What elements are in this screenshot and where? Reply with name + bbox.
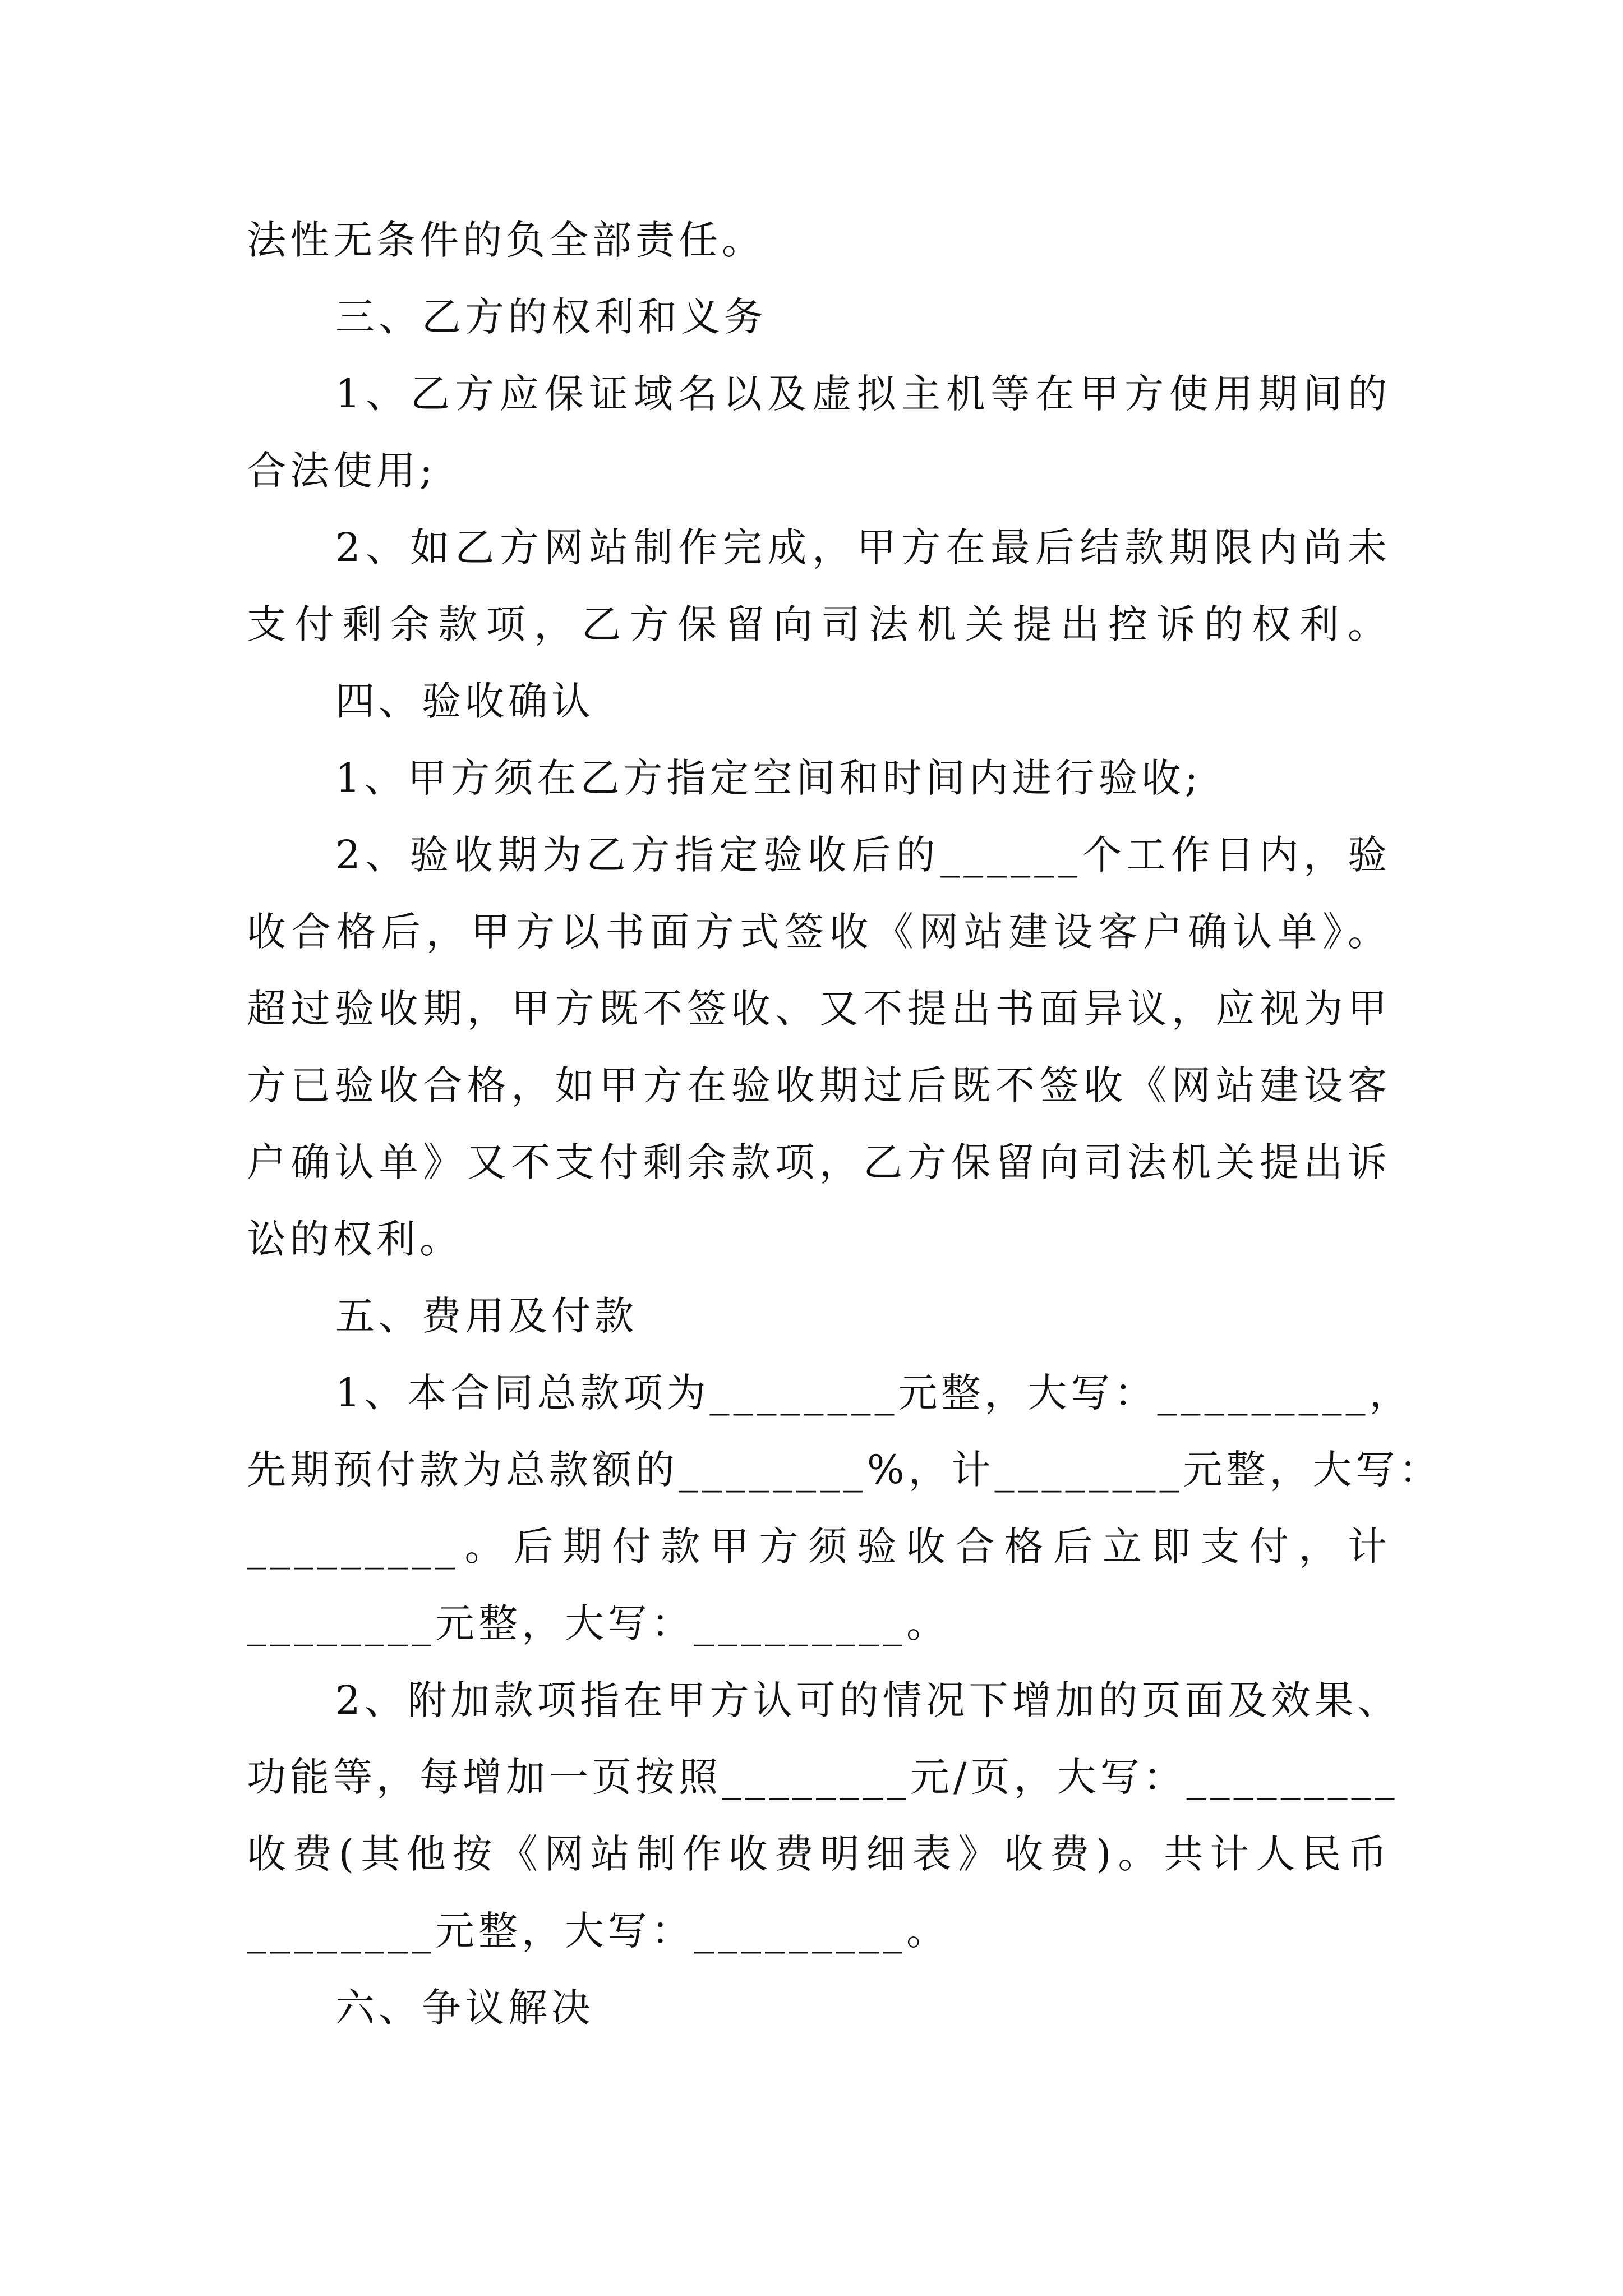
text-line: 功能等，每增加一页按照________元/页，大写：_________ bbox=[247, 1754, 1399, 1800]
text-line: 2、如乙方网站制作完成，甲方在最后结款期限内尚未 bbox=[335, 524, 1391, 570]
text-line: ________元整，大写：_________。 bbox=[247, 1600, 949, 1646]
text-line: 合法使用; bbox=[247, 448, 437, 494]
text-line: 收费(其他按《网站制作收费明细表》收费)。共计人民币 bbox=[247, 1831, 1391, 1877]
section-heading-4: 四、验收确认 bbox=[335, 678, 594, 724]
text-line: 1、甲方须在乙方指定空间和时间内进行验收; bbox=[335, 755, 1202, 801]
section-heading-3: 三、乙方的权利和义务 bbox=[335, 294, 767, 340]
section-heading-6: 六、争议解决 bbox=[335, 1985, 594, 2031]
text-line: 2、附加款项指在甲方认可的情况下增加的页面及效果、 bbox=[335, 1677, 1401, 1723]
text-line: 2、验收期为乙方指定验收后的______个工作日内，验 bbox=[335, 832, 1391, 878]
text-line: 方已验收合格，如甲方在验收期过后既不签收《网站建设客 bbox=[247, 1062, 1391, 1108]
text-line: 1、乙方应保证域名以及虚拟主机等在甲方使用期间的 bbox=[335, 371, 1391, 417]
text-line: 户确认单》又不支付剩余款项，乙方保留向司法机关提出诉 bbox=[247, 1139, 1391, 1185]
text-line: 讼的权利。 bbox=[247, 1216, 463, 1262]
text-line: 法性无条件的负全部责任。 bbox=[247, 217, 765, 263]
text-line: 先期预付款为总款额的________%，计________元整，大写： bbox=[247, 1447, 1442, 1493]
text-line: 1、本合同总款项为________元整，大写：_________， bbox=[335, 1370, 1413, 1416]
text-line: _________。后期付款甲方须验收合格后立即支付，计 bbox=[247, 1524, 1391, 1570]
text-line: 超过验收期，甲方既不签收、又不提出书面异议，应视为甲 bbox=[247, 986, 1391, 1032]
text-line: 支付剩余款项，乙方保留向司法机关提出控诉的权利。 bbox=[247, 601, 1391, 647]
document-page bbox=[247, 202, 1442, 2046]
section-heading-5: 五、费用及付款 bbox=[335, 1293, 638, 1339]
text-line: ________元整，大写：_________。 bbox=[247, 1908, 949, 1954]
text-line: 收合格后，甲方以书面方式签收《网站建设客户确认单》。 bbox=[247, 909, 1391, 955]
